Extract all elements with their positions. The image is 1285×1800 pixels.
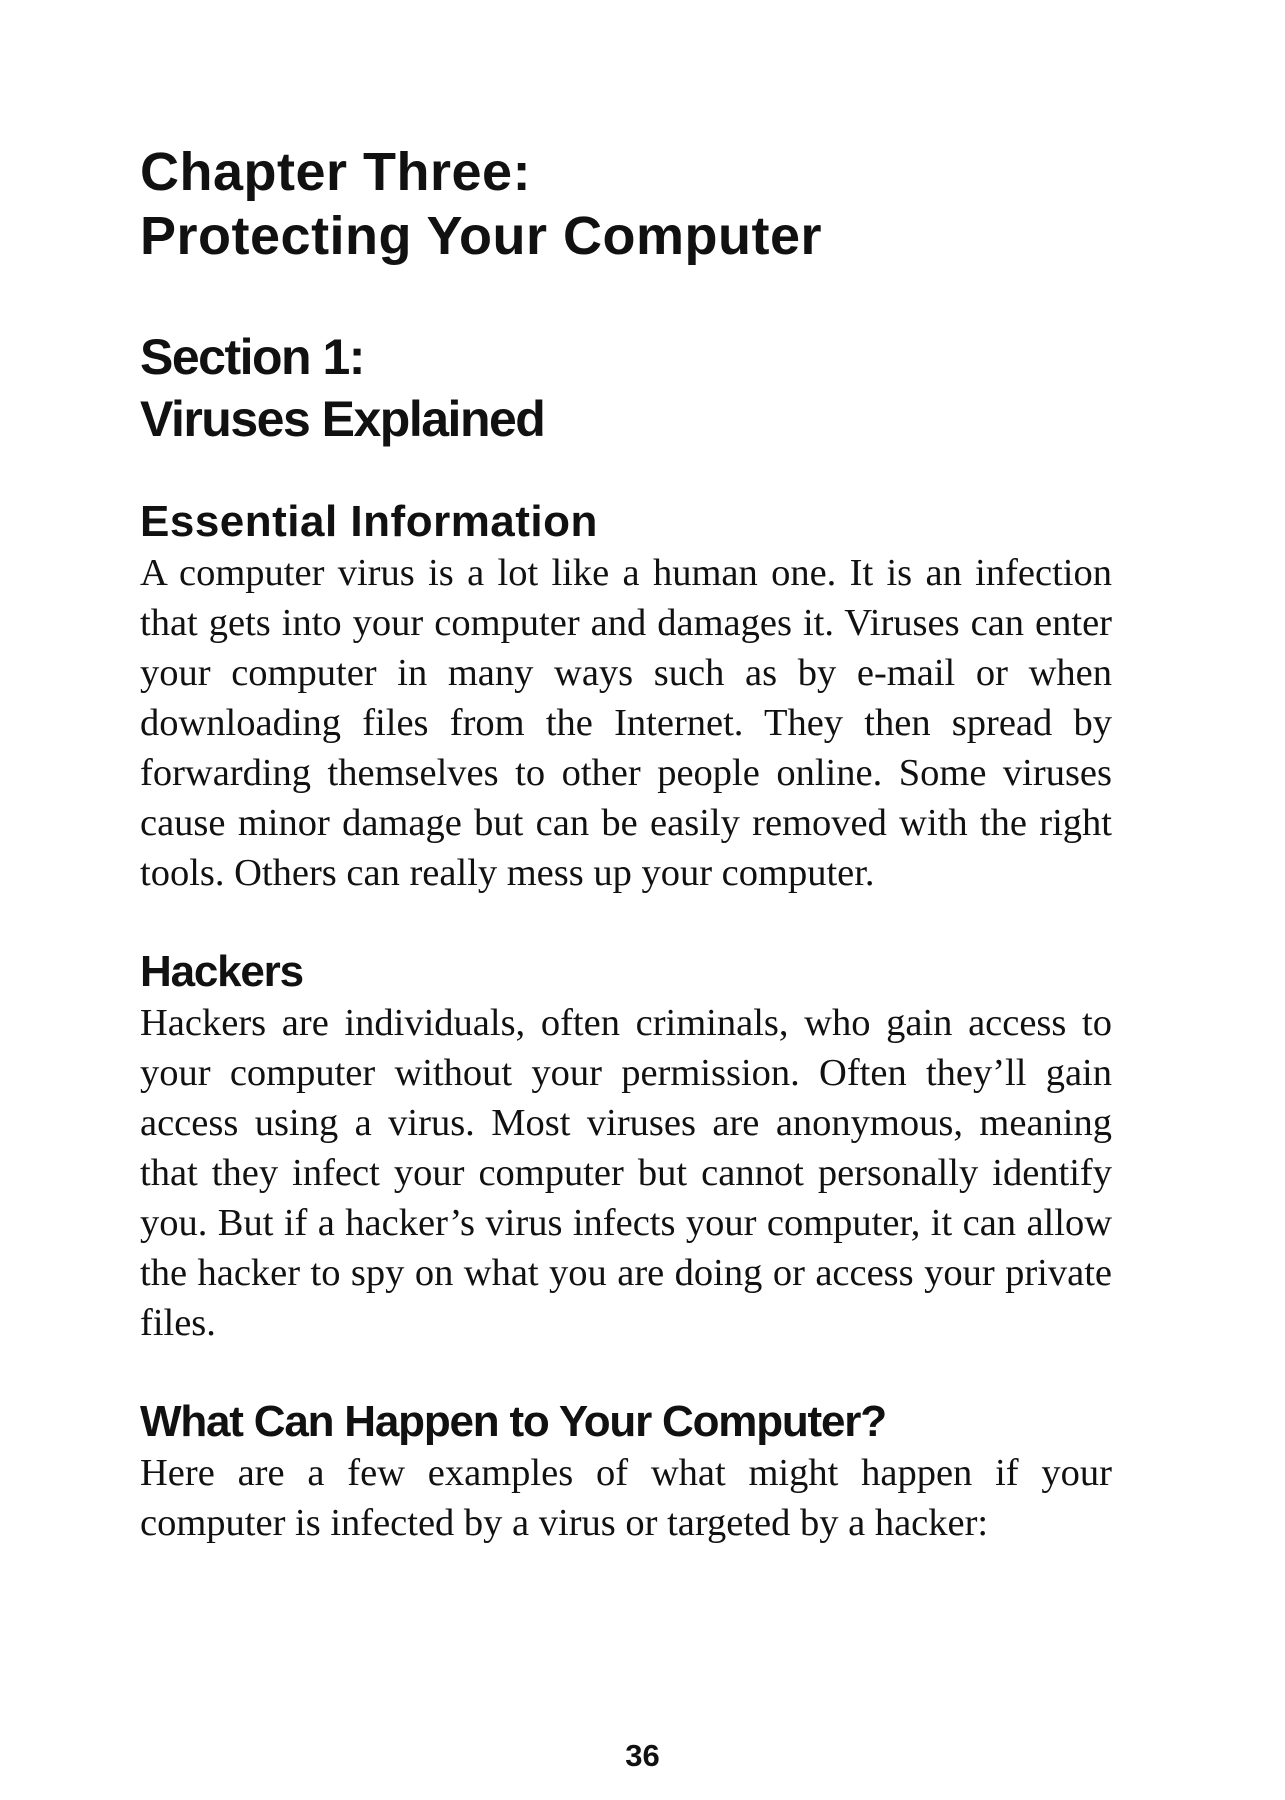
what-can-happen-paragraph: Here are a few examples of what might happen if your computer is infected by a virus or targeted by a hacker: [140, 1452, 1112, 1544]
essential-information-paragraph: A computer virus is a lot like a human one. It is an infection that gets into your computer and damages it. Viruses can enter your computer in many ways such as by e-mail or when downloading files from the Internet. They then spread by forwarding themselves to other people online. Some viruses cause minor damage but can be easily removed with the right tools. Others can really mess up your computer. [140, 552, 1112, 894]
chapter-number: Chapter Three: [140, 142, 532, 202]
hackers-heading: Hackers [140, 947, 303, 996]
section-title [140, 326, 1112, 450]
section-number: Section 1: [140, 329, 364, 385]
what-can-happen-heading: What Can Happen to Your Computer? [140, 1397, 886, 1446]
page-content [140, 140, 1112, 1548]
chapter-name: Protecting Your Computer [140, 206, 823, 266]
page-number: 36 [625, 1738, 660, 1773]
hackers-paragraph: Hackers are individuals, often criminals, who gain access to your computer without your permission. Often they’ll gain access using a virus. Most viruses are anonymous, meaning that they infect your computer but cannot personally identify you. But if a hacker’s virus infects your computer, it can allow the hacker to spy on what you are doing or access your private files. [140, 1002, 1112, 1344]
section-name: Viruses Explained [140, 391, 545, 447]
chapter-title [140, 140, 1112, 268]
essential-information-heading: Essential Information [140, 497, 598, 546]
